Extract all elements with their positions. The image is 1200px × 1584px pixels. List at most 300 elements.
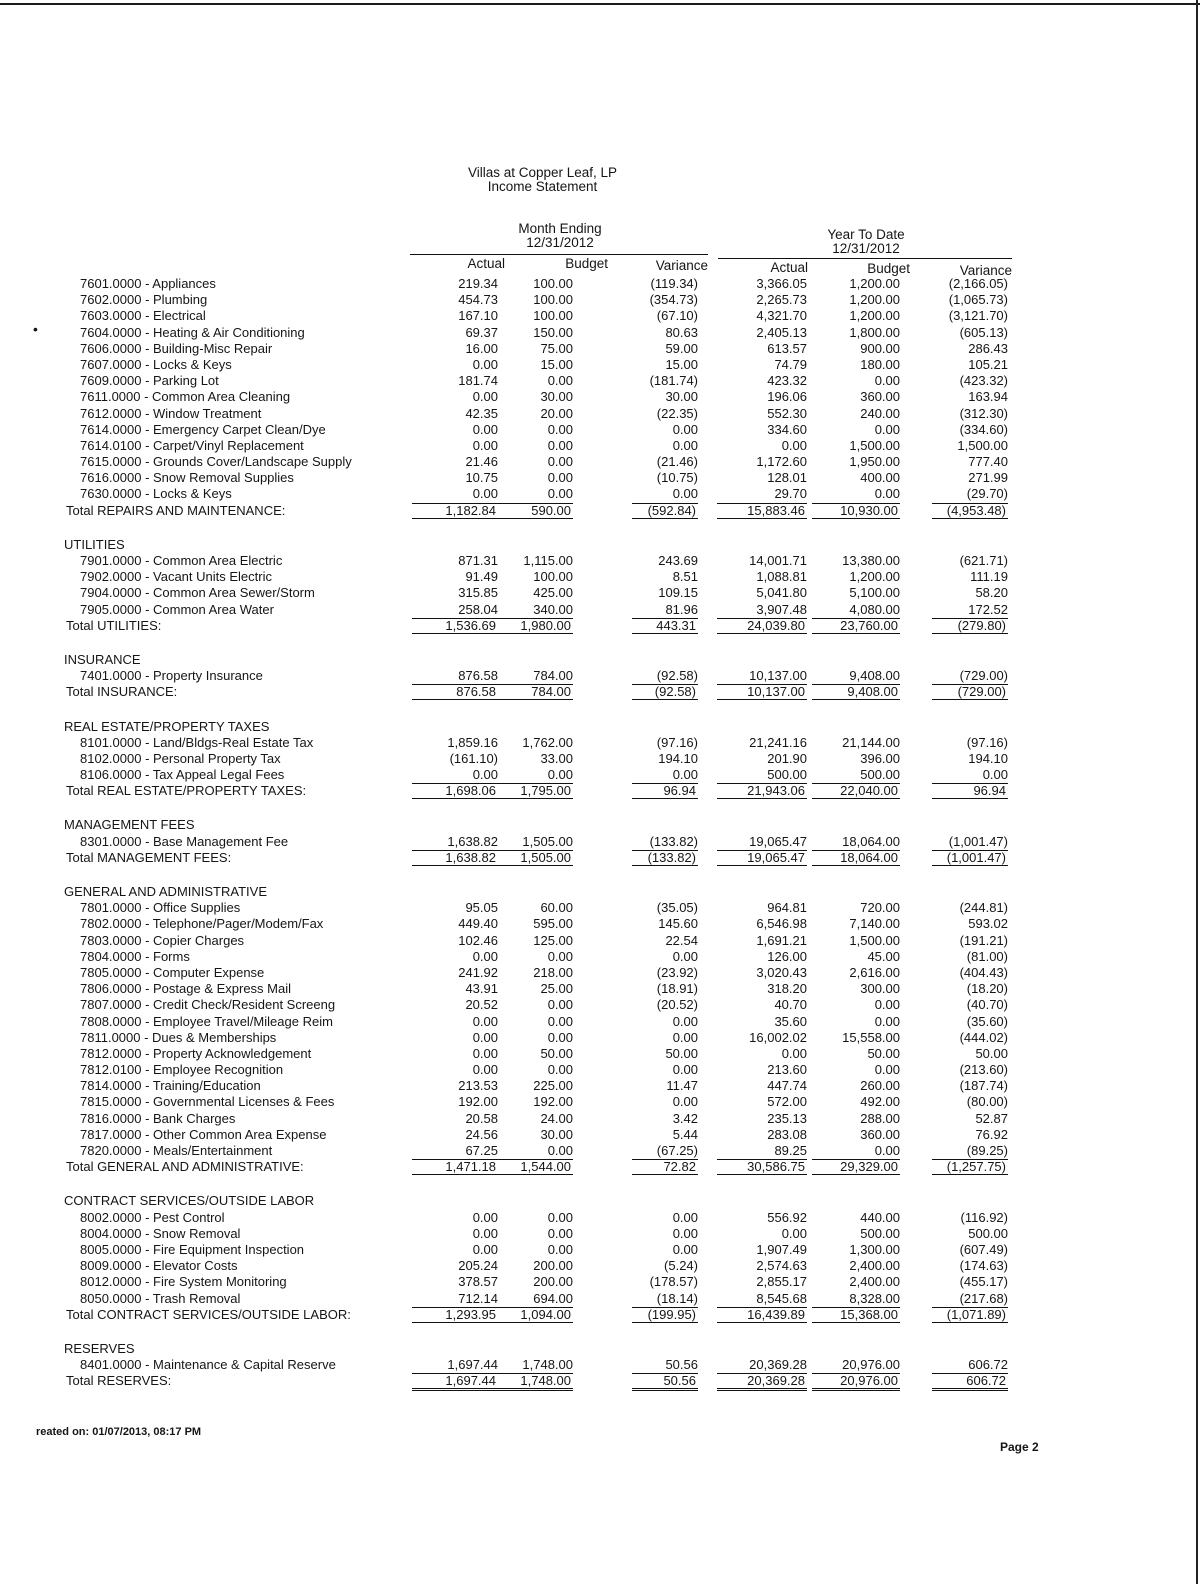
ytd-variance-value: (244.81) bbox=[959, 900, 1008, 916]
row-label: 7812.0000 - Property Acknowledgement bbox=[80, 1045, 312, 1061]
ytd-budget-value: 0.00 bbox=[874, 1062, 900, 1078]
ytd-actual-value: 126.00 bbox=[767, 948, 807, 964]
month-budget-value: 100.00 bbox=[533, 569, 573, 585]
month-budget-value: 1,980.00 bbox=[485, 618, 573, 634]
total-row bbox=[0, 1159, 1200, 1175]
month-variance-value: 0.00 bbox=[672, 1062, 698, 1078]
row-label: 7801.0000 - Office Supplies bbox=[80, 900, 241, 916]
month-variance-value: (92.58) bbox=[656, 668, 698, 684]
ytd-actual-value: 5,041.80 bbox=[756, 585, 807, 601]
month-actual-value: 16.00 bbox=[465, 340, 498, 356]
ytd-budget-value: 2,400.00 bbox=[849, 1258, 900, 1274]
month-actual-value: 205.24 bbox=[458, 1258, 498, 1274]
month-budget-value: 25.00 bbox=[540, 981, 573, 997]
month-variance-value: 194.10 bbox=[658, 750, 698, 766]
month-header-rule bbox=[410, 254, 708, 255]
spacer-row bbox=[0, 519, 1200, 537]
page-number: Page 2 bbox=[1000, 1440, 1039, 1454]
account-row bbox=[0, 767, 1200, 783]
ytd-actual-value: 2,855.17 bbox=[756, 1274, 807, 1290]
ytd-variance-value: (621.71) bbox=[959, 553, 1008, 568]
month-variance-value: (592.84) bbox=[632, 503, 698, 519]
account-row bbox=[0, 1030, 1200, 1046]
ytd-actual-value: 196.06 bbox=[767, 389, 807, 405]
ytd-actual-value: 2,574.63 bbox=[756, 1258, 807, 1274]
ytd-variance-value: 50.00 bbox=[975, 1045, 1008, 1061]
ytd-actual-value: 21,943.06 bbox=[717, 783, 807, 799]
ytd-variance-value: (174.63) bbox=[959, 1258, 1008, 1274]
month-actual-value: 258.04 bbox=[458, 601, 498, 617]
month-actual-value: 0.00 bbox=[472, 1209, 498, 1225]
month-group-label: Month Ending bbox=[518, 221, 602, 236]
account-row bbox=[0, 422, 1200, 438]
month-actual-value: 0.00 bbox=[472, 1045, 498, 1061]
month-actual-value: 42.35 bbox=[465, 405, 498, 421]
row-label: Total REAL ESTATE/PROPERTY TAXES: bbox=[66, 783, 307, 799]
ytd-variance-value: (729.00) bbox=[932, 684, 1008, 700]
month-budget-value: 200.00 bbox=[533, 1258, 573, 1274]
month-variance-value: 0.00 bbox=[672, 437, 698, 453]
ytd-budget-value: 29,329.00 bbox=[812, 1159, 900, 1175]
month-budget-value: 50.00 bbox=[540, 1045, 573, 1061]
month-date-label: 12/31/2012 bbox=[526, 235, 594, 250]
ytd-budget-value: 2,616.00 bbox=[849, 964, 900, 980]
row-label: 7805.0000 - Computer Expense bbox=[80, 964, 265, 980]
month-budget-value: 60.00 bbox=[540, 900, 573, 916]
total-row bbox=[0, 684, 1200, 700]
ytd-budget-value: 492.00 bbox=[860, 1094, 900, 1110]
ytd-budget-value: 7,140.00 bbox=[849, 916, 900, 932]
row-label: 8005.0000 - Fire Equipment Inspection bbox=[80, 1241, 305, 1257]
spacer-row bbox=[0, 701, 1200, 719]
row-label: Total RESERVES: bbox=[66, 1373, 172, 1389]
account-row bbox=[0, 585, 1200, 601]
ytd-variance-value: (444.02) bbox=[959, 1029, 1008, 1045]
month-actual-value: 1,471.18 bbox=[412, 1159, 498, 1175]
month-actual-value: 0.00 bbox=[472, 389, 498, 405]
ytd-budget-value: 300.00 bbox=[860, 981, 900, 997]
ytd-budget-value: 0.00 bbox=[874, 1143, 900, 1158]
ytd-actual-value: 24,039.80 bbox=[717, 618, 807, 634]
report-title: Income Statement bbox=[487, 179, 598, 194]
ytd-variance-value: (97.16) bbox=[966, 734, 1008, 750]
ytd-budget-value: 900.00 bbox=[860, 340, 900, 356]
month-budget-value: 1,094.00 bbox=[485, 1307, 573, 1323]
month-budget-value: 1,544.00 bbox=[485, 1159, 573, 1175]
account-row bbox=[0, 454, 1200, 470]
account-row bbox=[0, 1226, 1200, 1242]
month-budget-value: 218.00 bbox=[533, 964, 573, 980]
ytd-actual-value: 6,546.98 bbox=[756, 916, 807, 932]
row-label: Total UTILITIES: bbox=[66, 617, 162, 633]
ytd-actual-value: 10,137.00 bbox=[717, 684, 807, 700]
ytd-variance-value: (279.80) bbox=[932, 618, 1008, 634]
row-label: UTILITIES bbox=[64, 536, 125, 552]
col-month-actual: Actual bbox=[467, 256, 505, 271]
month-variance-value: 81.96 bbox=[665, 601, 698, 617]
month-variance-value: 243.69 bbox=[658, 553, 698, 568]
month-budget-value: 200.00 bbox=[533, 1274, 573, 1290]
month-actual-value: 1,293.95 bbox=[412, 1307, 498, 1323]
ytd-budget-value: 1,500.00 bbox=[849, 932, 900, 948]
row-label: Total GENERAL AND ADMINISTRATIVE: bbox=[66, 1159, 304, 1175]
ytd-variance-value: (404.43) bbox=[959, 964, 1008, 980]
month-budget-value: 0.00 bbox=[547, 1209, 573, 1225]
ytd-header bbox=[806, 228, 926, 256]
row-label: 7612.0000 - Window Treatment bbox=[80, 405, 262, 421]
spacer-row bbox=[0, 866, 1200, 884]
account-row bbox=[0, 438, 1200, 454]
ytd-actual-value: 35.60 bbox=[774, 1013, 807, 1029]
ytd-actual-value: 1,088.81 bbox=[756, 569, 807, 585]
row-label: 8102.0000 - Personal Property Tax bbox=[80, 750, 281, 766]
account-row bbox=[0, 1274, 1200, 1290]
row-label: 7615.0000 - Grounds Cover/Landscape Supply bbox=[80, 454, 352, 470]
month-variance-value: 0.00 bbox=[672, 1029, 698, 1045]
account-row bbox=[0, 1046, 1200, 1062]
ytd-budget-value: 20,976.00 bbox=[812, 1373, 900, 1391]
ytd-budget-value: 15,368.00 bbox=[812, 1307, 900, 1323]
account-row bbox=[0, 933, 1200, 949]
month-budget-value: 0.00 bbox=[547, 1143, 573, 1158]
ytd-variance-value: (2,166.05) bbox=[948, 276, 1008, 291]
month-actual-value: 1,697.44 bbox=[447, 1357, 498, 1373]
month-variance-value: 11.47 bbox=[666, 1078, 698, 1094]
ytd-variance-value: (1,257.75) bbox=[932, 1159, 1008, 1175]
month-variance-value: (92.58) bbox=[632, 684, 698, 700]
month-variance-value: 59.00 bbox=[665, 340, 698, 356]
month-budget-value: 1,505.00 bbox=[485, 850, 573, 866]
row-label: RESERVES bbox=[64, 1340, 135, 1356]
month-actual-value: 0.00 bbox=[472, 437, 498, 453]
month-budget-value: 784.00 bbox=[533, 668, 573, 684]
month-variance-value: (67.25) bbox=[656, 1143, 698, 1158]
row-label: 7611.0000 - Common Area Cleaning bbox=[80, 389, 291, 405]
ytd-variance-value: (1,071.89) bbox=[932, 1307, 1008, 1323]
month-variance-value: (133.82) bbox=[649, 833, 698, 849]
ytd-actual-value: 0.00 bbox=[781, 437, 807, 453]
account-row bbox=[0, 1210, 1200, 1226]
ytd-actual-value: 16,002.02 bbox=[749, 1029, 807, 1045]
row-label: 7607.0000 - Locks & Keys bbox=[80, 356, 232, 372]
ytd-actual-value: 89.25 bbox=[774, 1143, 807, 1158]
ytd-actual-value: 128.01 bbox=[767, 470, 807, 486]
ytd-actual-value: 1,907.49 bbox=[756, 1241, 807, 1257]
account-row bbox=[0, 373, 1200, 389]
ytd-budget-value: 18,064.00 bbox=[842, 833, 900, 849]
ytd-budget-value: 1,800.00 bbox=[849, 324, 900, 340]
row-label: Total REPAIRS AND MAINTENANCE: bbox=[66, 502, 286, 518]
ytd-variance-value: 286.43 bbox=[968, 340, 1008, 356]
col-ytd-actual: Actual bbox=[770, 260, 808, 275]
account-row bbox=[0, 341, 1200, 357]
total-row bbox=[0, 783, 1200, 799]
ytd-budget-value: 396.00 bbox=[860, 750, 900, 766]
account-row bbox=[0, 1242, 1200, 1258]
row-label: 7401.0000 - Property Insurance bbox=[80, 668, 263, 684]
month-budget-value: 0.00 bbox=[547, 373, 573, 389]
month-actual-value: 0.00 bbox=[472, 356, 498, 372]
spacer-row bbox=[0, 1323, 1200, 1341]
total-row bbox=[0, 1373, 1200, 1389]
ytd-variance-value: (35.60) bbox=[966, 1013, 1008, 1029]
account-row bbox=[0, 1258, 1200, 1274]
month-variance-value: 0.00 bbox=[672, 1013, 698, 1029]
account-row bbox=[0, 357, 1200, 373]
ytd-variance-value: (729.00) bbox=[959, 668, 1008, 684]
ytd-variance-value: 105.21 bbox=[968, 356, 1008, 372]
month-actual-value: 0.00 bbox=[472, 1062, 498, 1078]
month-budget-value: 100.00 bbox=[533, 292, 573, 308]
month-budget-value: 590.00 bbox=[485, 503, 573, 519]
month-variance-value: (35.05) bbox=[656, 900, 698, 916]
ytd-budget-value: 20,976.00 bbox=[842, 1357, 900, 1373]
ytd-budget-value: 440.00 bbox=[860, 1209, 900, 1225]
scan-top-border bbox=[0, 3, 1200, 5]
ytd-variance-value: 777.40 bbox=[968, 454, 1008, 470]
month-budget-value: 694.00 bbox=[533, 1290, 573, 1306]
row-label: GENERAL AND ADMINISTRATIVE bbox=[64, 884, 267, 899]
ytd-budget-value: 360.00 bbox=[860, 1126, 900, 1142]
month-budget-value: 0.00 bbox=[547, 421, 573, 437]
month-budget-value: 100.00 bbox=[533, 276, 573, 291]
created-on-stamp: reated on: 01/07/2013, 08:17 PM bbox=[36, 1426, 202, 1438]
ytd-actual-value: 3,907.48 bbox=[756, 601, 807, 617]
spacer-row bbox=[0, 799, 1200, 817]
month-actual-value: 1,859.16 bbox=[447, 734, 498, 750]
month-budget-value: 1,748.00 bbox=[485, 1373, 573, 1391]
ytd-actual-value: 4,321.70 bbox=[756, 308, 807, 324]
account-row bbox=[0, 1291, 1200, 1307]
month-variance-value: 22.54 bbox=[665, 932, 698, 948]
month-actual-value: 454.73 bbox=[458, 292, 498, 308]
ytd-actual-value: 1,172.60 bbox=[756, 454, 807, 470]
month-budget-value: 0.00 bbox=[547, 1029, 573, 1045]
ytd-variance-value: (29.70) bbox=[966, 486, 1008, 502]
ytd-variance-value: 271.99 bbox=[968, 470, 1008, 486]
ytd-variance-value: 163.94 bbox=[968, 389, 1008, 405]
month-actual-value: 0.00 bbox=[472, 1013, 498, 1029]
account-row bbox=[0, 1143, 1200, 1159]
account-row bbox=[0, 292, 1200, 308]
account-row bbox=[0, 470, 1200, 486]
ytd-actual-value: 201.90 bbox=[767, 750, 807, 766]
ytd-budget-value: 50.00 bbox=[867, 1045, 900, 1061]
month-budget-value: 340.00 bbox=[533, 601, 573, 617]
month-variance-value: (97.16) bbox=[656, 734, 698, 750]
ytd-variance-value: (187.74) bbox=[959, 1078, 1008, 1094]
ytd-actual-value: 235.13 bbox=[767, 1110, 807, 1126]
col-month-variance: Variance bbox=[655, 258, 708, 273]
row-label: 7802.0000 - Telephone/Pager/Modem/Fax bbox=[80, 916, 324, 932]
month-actual-value: 315.85 bbox=[458, 585, 498, 601]
section-heading bbox=[0, 817, 1200, 833]
ytd-date-label: 12/31/2012 bbox=[832, 241, 900, 256]
ytd-variance-value: (217.68) bbox=[959, 1290, 1008, 1306]
month-budget-value: 0.00 bbox=[547, 1225, 573, 1241]
month-variance-value: 0.00 bbox=[672, 767, 698, 783]
month-variance-value: (199.95) bbox=[632, 1307, 698, 1323]
ytd-budget-value: 360.00 bbox=[860, 389, 900, 405]
row-label: 7604.0000 - Heating & Air Conditioning bbox=[80, 324, 305, 340]
ytd-actual-value: 213.60 bbox=[767, 1062, 807, 1078]
month-budget-value: 1,748.00 bbox=[522, 1357, 573, 1373]
ytd-actual-value: 14,001.71 bbox=[749, 553, 807, 568]
month-variance-value: 0.00 bbox=[672, 1241, 698, 1257]
month-actual-value: 95.05 bbox=[465, 900, 498, 916]
ytd-actual-value: 556.92 bbox=[767, 1209, 807, 1225]
section-heading bbox=[0, 652, 1200, 668]
ytd-header-rule bbox=[718, 258, 1012, 259]
ytd-actual-value: 16,439.89 bbox=[717, 1307, 807, 1323]
month-budget-value: 30.00 bbox=[540, 389, 573, 405]
row-label: CONTRACT SERVICES/OUTSIDE LABOR bbox=[64, 1193, 315, 1209]
ytd-budget-value: 180.00 bbox=[860, 356, 900, 372]
month-variance-value: 5.44 bbox=[672, 1126, 698, 1142]
ytd-actual-value: 552.30 bbox=[767, 405, 807, 421]
ytd-budget-value: 0.00 bbox=[874, 1013, 900, 1029]
month-budget-value: 0.00 bbox=[547, 437, 573, 453]
account-row bbox=[0, 1078, 1200, 1094]
row-label: 7815.0000 - Governmental Licenses & Fees bbox=[80, 1094, 335, 1110]
month-actual-value: 1,698.06 bbox=[412, 783, 498, 799]
ytd-variance-value: 500.00 bbox=[968, 1225, 1008, 1241]
month-actual-value: 0.00 bbox=[472, 948, 498, 964]
section-heading bbox=[0, 719, 1200, 735]
row-label: 7811.0000 - Dues & Memberships bbox=[80, 1029, 277, 1045]
col-ytd-variance: Variance bbox=[959, 263, 1012, 278]
account-row bbox=[0, 1094, 1200, 1110]
ytd-actual-value: 8,545.68 bbox=[756, 1290, 807, 1306]
month-budget-value: 1,115.00 bbox=[523, 553, 573, 568]
account-row bbox=[0, 1357, 1200, 1373]
account-row bbox=[0, 900, 1200, 916]
month-budget-value: 0.00 bbox=[547, 1241, 573, 1257]
month-actual-value: 43.91 bbox=[465, 981, 498, 997]
ytd-actual-value: 30,586.75 bbox=[717, 1159, 807, 1175]
row-label: 7601.0000 - Appliances bbox=[80, 276, 216, 291]
month-variance-value: (5.24) bbox=[664, 1258, 698, 1274]
ytd-actual-value: 15,883.46 bbox=[717, 503, 807, 519]
ytd-actual-value: 423.32 bbox=[767, 373, 807, 389]
section-heading bbox=[0, 1341, 1200, 1357]
month-budget-value: 0.00 bbox=[547, 1013, 573, 1029]
ytd-actual-value: 500.00 bbox=[767, 767, 807, 783]
month-actual-value: 1,697.44 bbox=[412, 1373, 498, 1391]
month-budget-value: 33.00 bbox=[540, 750, 573, 766]
month-budget-value: 24.00 bbox=[540, 1110, 573, 1126]
ytd-actual-value: 10,137.00 bbox=[749, 668, 807, 684]
month-variance-value: (22.35) bbox=[656, 405, 698, 421]
month-variance-value: (10.75) bbox=[656, 470, 698, 486]
month-variance-value: (20.52) bbox=[656, 997, 698, 1013]
ytd-actual-value: 3,366.05 bbox=[756, 276, 807, 291]
month-variance-value: (18.14) bbox=[656, 1290, 698, 1306]
statement-table bbox=[0, 276, 1200, 1389]
ytd-actual-value: 19,065.47 bbox=[749, 833, 807, 849]
ytd-budget-value: 500.00 bbox=[860, 767, 900, 783]
ytd-budget-value: 260.00 bbox=[860, 1078, 900, 1094]
month-budget-value: 1,795.00 bbox=[485, 783, 573, 799]
row-label: 7609.0000 - Parking Lot bbox=[80, 373, 219, 389]
month-actual-value: 378.57 bbox=[458, 1274, 498, 1290]
ytd-budget-value: 2,400.00 bbox=[849, 1274, 900, 1290]
ytd-variance-value: (455.17) bbox=[959, 1274, 1008, 1290]
month-actual-value: 91.49 bbox=[465, 569, 498, 585]
month-actual-value: 181.74 bbox=[458, 373, 498, 389]
account-row bbox=[0, 965, 1200, 981]
month-variance-value: 8.51 bbox=[672, 569, 698, 585]
account-row bbox=[0, 735, 1200, 751]
total-row bbox=[0, 503, 1200, 519]
month-actual-value: 219.34 bbox=[458, 276, 498, 291]
month-actual-value: 712.14 bbox=[458, 1290, 498, 1306]
ytd-actual-value: 0.00 bbox=[781, 1045, 807, 1061]
ytd-variance-value: (423.32) bbox=[959, 373, 1008, 389]
row-label: 7820.0000 - Meals/Entertainment bbox=[80, 1143, 273, 1158]
month-variance-value: 50.56 bbox=[665, 1357, 698, 1373]
ytd-actual-value: 3,020.43 bbox=[756, 964, 807, 980]
ytd-variance-value: 96.94 bbox=[932, 783, 1008, 799]
row-label: INSURANCE bbox=[64, 651, 141, 667]
account-row bbox=[0, 325, 1200, 341]
ytd-variance-value: 111.19 bbox=[970, 569, 1008, 585]
month-actual-value: 0.00 bbox=[472, 1029, 498, 1045]
month-actual-value: 876.58 bbox=[412, 684, 498, 700]
report-header bbox=[0, 166, 1085, 194]
row-label: 7814.0000 - Training/Education bbox=[80, 1078, 261, 1094]
ytd-actual-value: 318.20 bbox=[767, 981, 807, 997]
month-budget-value: 0.00 bbox=[547, 997, 573, 1013]
month-actual-value: 213.53 bbox=[458, 1078, 498, 1094]
account-row bbox=[0, 997, 1200, 1013]
row-label: MANAGEMENT FEES bbox=[64, 817, 195, 833]
ytd-variance-value: 172.52 bbox=[968, 601, 1008, 617]
month-actual-value: 449.40 bbox=[458, 916, 498, 932]
month-actual-value: 21.46 bbox=[465, 454, 498, 470]
ytd-group-label: Year To Date bbox=[827, 227, 905, 242]
ytd-actual-value: 20,369.28 bbox=[749, 1357, 807, 1373]
month-variance-value: 3.42 bbox=[672, 1110, 698, 1126]
row-label: 7902.0000 - Vacant Units Electric bbox=[80, 569, 272, 585]
ytd-variance-value: (213.60) bbox=[959, 1062, 1008, 1078]
row-label: 8106.0000 - Tax Appeal Legal Fees bbox=[80, 767, 285, 783]
ytd-budget-value: 1,500.00 bbox=[849, 437, 900, 453]
ytd-budget-value: 1,950.00 bbox=[849, 454, 900, 470]
section-heading bbox=[0, 537, 1200, 553]
ytd-budget-value: 500.00 bbox=[860, 1225, 900, 1241]
account-row bbox=[0, 668, 1200, 684]
month-variance-value: (23.92) bbox=[656, 964, 698, 980]
month-variance-value: 0.00 bbox=[672, 1209, 698, 1225]
ytd-budget-value: 1,200.00 bbox=[849, 276, 900, 291]
ytd-budget-value: 1,200.00 bbox=[849, 292, 900, 308]
ytd-budget-value: 18,064.00 bbox=[812, 850, 900, 866]
month-budget-value: 75.00 bbox=[540, 340, 573, 356]
account-row bbox=[0, 916, 1200, 932]
row-label: 7807.0000 - Credit Check/Resident Screeng bbox=[80, 997, 336, 1013]
ytd-budget-value: 0.00 bbox=[874, 373, 900, 389]
month-actual-value: (161.10) bbox=[449, 750, 498, 766]
row-label: 7905.0000 - Common Area Water bbox=[80, 601, 274, 617]
ytd-variance-value: (40.70) bbox=[966, 997, 1008, 1013]
ytd-actual-value: 334.60 bbox=[767, 421, 807, 437]
ytd-actual-value: 19,065.47 bbox=[717, 850, 807, 866]
row-label: Total MANAGEMENT FEES: bbox=[66, 849, 232, 865]
month-actual-value: 0.00 bbox=[472, 767, 498, 783]
month-budget-value: 784.00 bbox=[485, 684, 573, 700]
month-budget-value: 30.00 bbox=[540, 1126, 573, 1142]
